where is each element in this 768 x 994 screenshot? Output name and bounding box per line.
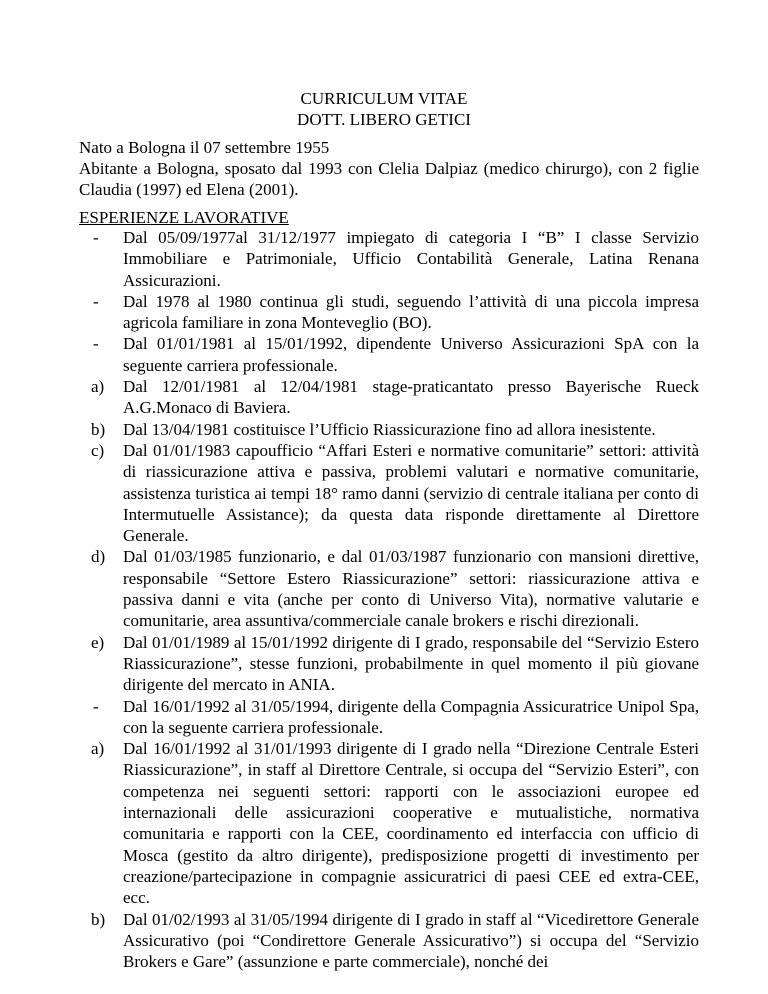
list-marker: c) [91, 440, 105, 460]
list-item [91, 440, 699, 546]
section-title-work-experience: ESPERIENZE LAVORATIVE [79, 208, 289, 227]
list-item [91, 333, 699, 376]
birth-line: Nato a Bologna il 07 settembre 1955 [79, 138, 330, 157]
list-marker: - [93, 291, 99, 311]
list-marker: - [93, 696, 99, 716]
work-experience-list [91, 227, 699, 972]
list-item [91, 546, 699, 631]
list-item-text: Dal 13/04/1981 costituisce l’Ufficio Riassicurazione fino ad allora inesistente. [123, 419, 656, 439]
list-item-text: Dal 05/09/1977al 31/12/1977 impiegato di categoria I “B” I classe Servizio Immobiliare e Patrimoniale, Ufficio Contabilità Generale, Latina Renana Assicurazioni. [123, 228, 699, 290]
list-marker: d) [91, 547, 106, 567]
list-item [91, 738, 699, 908]
list-item [91, 227, 699, 291]
list-item-text: Dal 16/01/1992 al 31/01/1993 dirigente di I grado nella “Direzione Centrale Esteri Riassicurazione”, in staff al Direttore Centrale, si occupa del “Servizio Esteri”, con competenza nei seguenti settori: rapporti con le associazioni europee ed internazionali delle assicurazioni cooperative e mutualistiche, normativa comunitaria e rapporti con la CEE, coordinamento ed interfaccia con ufficio di Mosca (gestito da altro dirigente), predisposizione progetti di investimento per creazione/partecipazione in compagnie assicuratrici di paesi CEE ed extra-CEE, ecc. [123, 739, 699, 908]
list-marker: - [93, 228, 99, 247]
list-item-text: Dal 12/01/1981 al 12/04/1981 stage-praticantato presso Bayerische Rueck A.G.Monaco di Baviera. [123, 377, 699, 418]
title-line-2: DOTT. LIBERO GETICI [297, 110, 471, 129]
list-item [91, 696, 699, 739]
list-marker: a) [91, 377, 105, 397]
list-item-text: Dal 01/01/1981 al 15/01/1992, dipendente Universo Assicurazioni SpA con la seguente carriera professionale. [123, 334, 699, 375]
list-item [91, 376, 699, 419]
list-item-text: Dal 01/01/1989 al 15/01/1992 dirigente di I grado, responsabile del “Servizio Estero Riassicurazione”, stesse funzioni, probabilmente in quel momento il più giovane dirigente del mercato in ANIA. [123, 632, 699, 695]
list-item-text: Dal 16/01/1992 al 31/05/1994, dirigente della Compagnia Assicuratrice Unipol Spa, con la seguente carriera professionale. [123, 696, 699, 737]
title-line-1: CURRICULUM VITAE [300, 89, 468, 108]
personal-info [79, 137, 699, 200]
cv-title [0, 88, 768, 130]
list-marker: a) [91, 739, 105, 759]
list-item-text: Dal 01/01/1983 capoufficio “Affari Esteri e normative comunitarie” settori: attività di riassicurazione attiva e passiva, problemi valutari e normative comunitarie, assistenza turistica ai tempi 18° ramo danni (servizio di centrale italiana per conto di Intermutuelle Assistance); da questa data risponde direttamente al Direttore Generale. [123, 440, 699, 546]
list-item [91, 419, 699, 440]
list-item-text: Dal 1978 al 1980 continua gli studi, seguendo l’attività di una piccola impresa agricola familiare in zona Monteveglio (BO). [123, 291, 699, 333]
list-marker: - [93, 334, 99, 354]
list-item [91, 291, 699, 334]
list-marker: b) [91, 419, 106, 439]
family-line: Abitante a Bologna, sposato dal 1993 con Clelia Dalpiaz (medico chirurgo), con 2 figlie Claudia (1997) ed Elena (2001). [79, 159, 699, 199]
list-item-text: Dal 01/02/1993 al 31/05/1994 dirigente di I grado in staff al “Vicedirettore Generale Assicurativo (poi “Condirettore Generale Assicurativo”) si occupa del “Servizio Brokers e Gare” (assunzione e parte commerciale), nonché dei [123, 909, 699, 972]
list-marker: e) [91, 632, 105, 652]
list-item [91, 632, 699, 696]
list-item-text: Dal 01/03/1985 funzionario, e dal 01/03/1987 funzionario con mansioni direttive, responsabile “Settore Estero Riassicurazione” settori: riassicurazione attiva e passiva danni e vita (anche per conto di Universo Vita), normative valutarie e comunitarie, area assuntiva/commerciale canale brokers e rischi direzionali. [123, 547, 699, 631]
list-item [91, 909, 699, 973]
list-marker: b) [91, 909, 106, 929]
